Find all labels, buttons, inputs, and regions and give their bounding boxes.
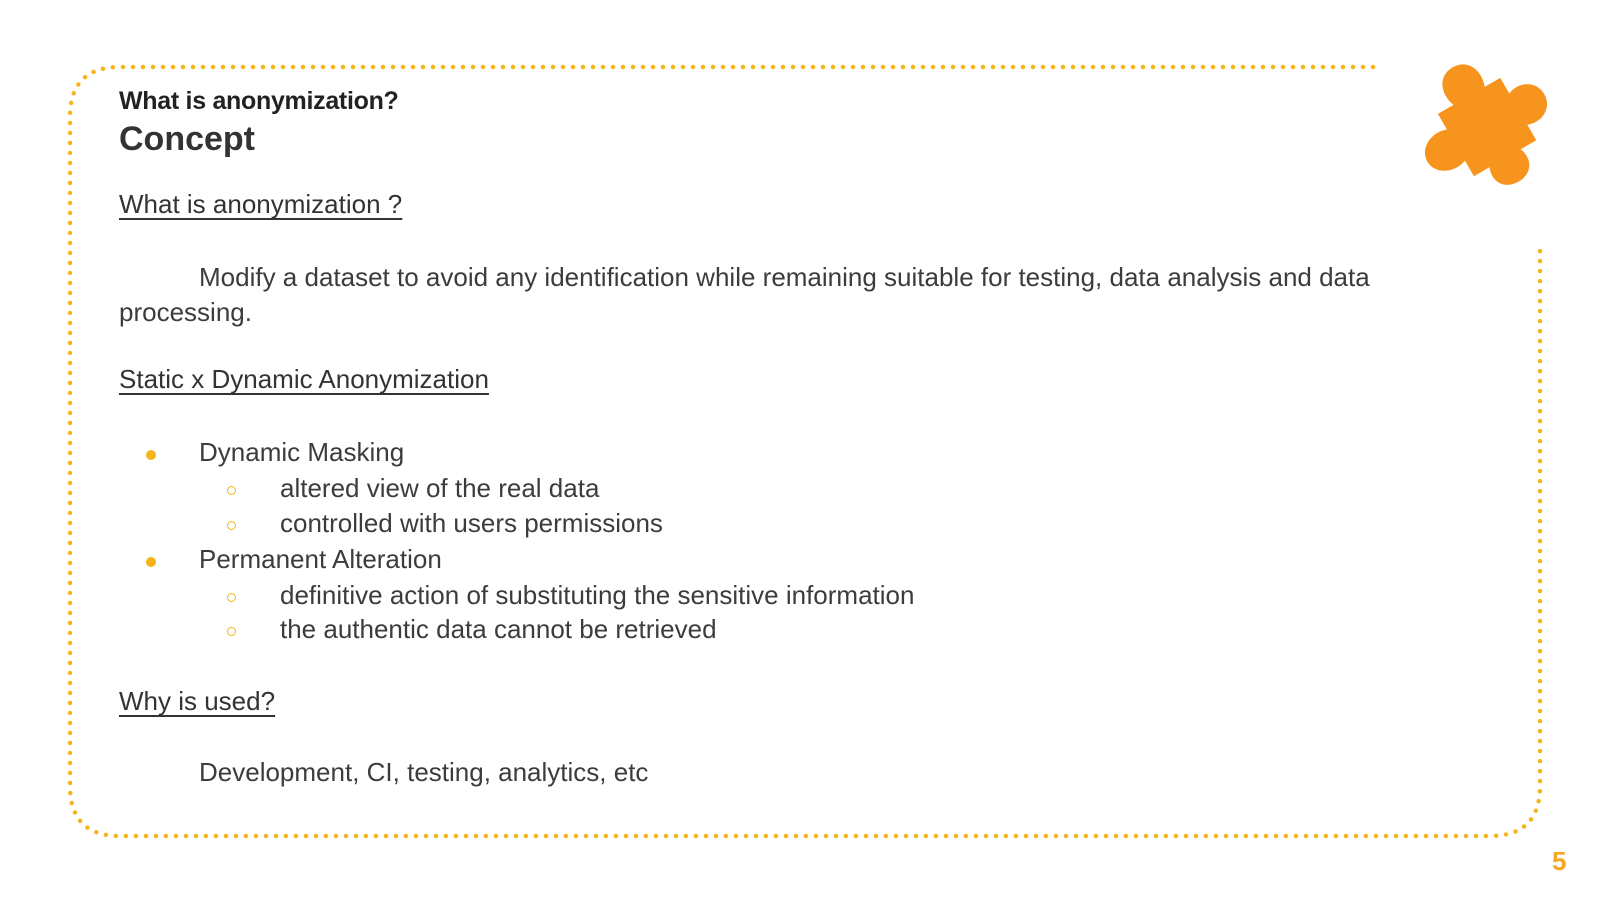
definition-text: Modify a dataset to avoid any identification while remaining suitable for testing, data analysis and data processing.	[119, 262, 1370, 327]
heading-why-is-used: Why is used?	[119, 686, 276, 716]
bullet-ring	[227, 627, 236, 636]
slide-title: Concept	[119, 120, 255, 158]
bullet-ring	[227, 593, 236, 602]
list-subitem: altered view of the real data	[280, 473, 600, 503]
why-text: Development, CI, testing, analytics, etc	[199, 757, 649, 787]
bullet-dot	[146, 557, 156, 567]
slide-subtitle: What is anonymization?	[119, 87, 399, 115]
heading-what-is-anonymization: What is anonymization ?	[119, 189, 403, 219]
puzzle-piece-icon	[1408, 48, 1558, 198]
page-number: 5	[1552, 846, 1567, 876]
list-item-dynamic-masking: Dynamic Masking	[199, 437, 405, 467]
list-subitem: the authentic data cannot be retrieved	[280, 614, 717, 644]
bullet-ring	[227, 486, 236, 495]
bullet-ring	[227, 521, 236, 530]
heading-static-dynamic: Static x Dynamic Anonymization	[119, 364, 489, 394]
list-subitem: definitive action of substituting the sensitive information	[280, 580, 915, 610]
list-item-permanent-alteration: Permanent Alteration	[199, 544, 442, 574]
list-subitem: controlled with users permissions	[280, 508, 663, 538]
bullet-dot	[146, 450, 156, 460]
